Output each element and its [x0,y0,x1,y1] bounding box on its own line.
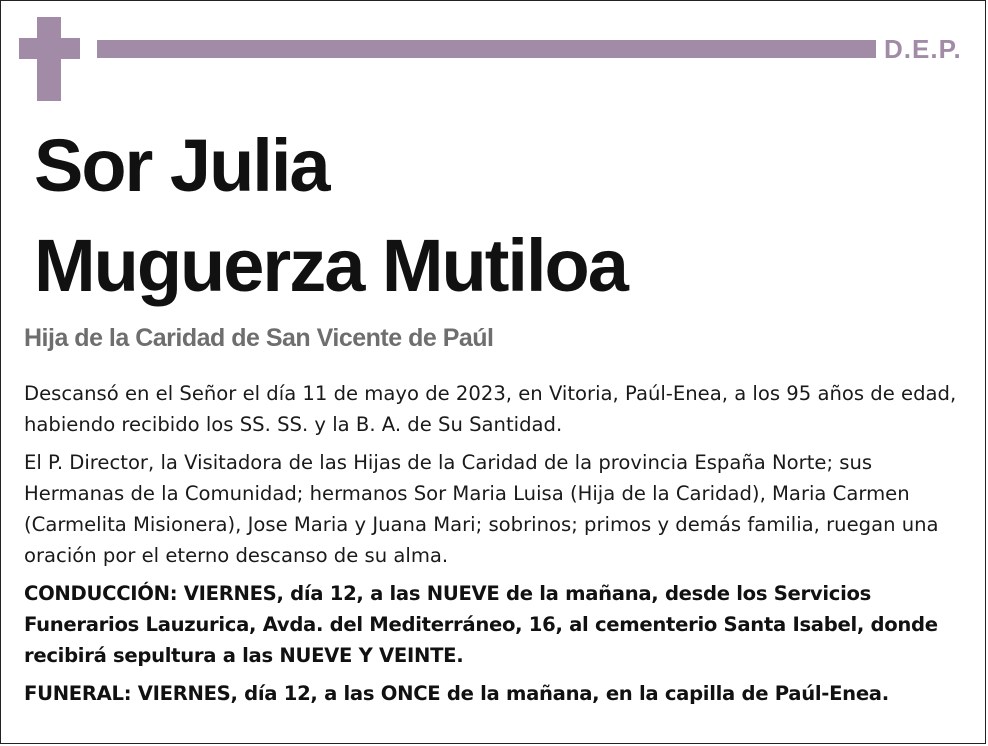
cross-vertical-bar [37,17,61,101]
name-line-1: Sor Julia [34,124,329,207]
family-notice-paragraph: El P. Director, la Visitadora de las Hijas de la Caridad de la provincia España Norte; sus Hermanas de la Comunidad; hermanos Sor Maria Luisa (Hija de la Caridad), Maria Carmen (Carmelita Misionera), Jose Maria y Juana Mari; sobrinos; primos y demás familia, ruegan una oración por el eterno descanso de su alma. [24,451,939,567]
death-notice-paragraph: Descansó en el Señor el día 11 de mayo de 2023, en Vitoria, Paúl-Enea, a los 95 años de edad, habiendo recibido los SS. SS. y la B. A. de Su Santidad. [24,382,957,436]
funeral-paragraph: FUNERAL: VIERNES, día 12, a las ONCE de la mañana, en la capilla de Paúl-Enea. [24,682,889,705]
cross-horizontal-bar [19,38,80,59]
header-divider-bar [97,40,876,58]
conduccion-paragraph: CONDUCCIÓN: VIERNES, día 12, a las NUEVE de la mañana, desde los Servicios Funerarios Lauzurica, Avda. del Mediterráneo, 16, al cementerio Santa Isabel, donde recibirá sepultura a las NUEVE Y VEINTE. [24,582,938,667]
deceased-name [34,116,627,316]
name-line-2: Muguerza Mutiloa [34,224,627,307]
dep-label: D.E.P. [884,34,962,64]
obituary-body [24,378,964,716]
subtitle: Hija de la Caridad de San Vicente de Paúl [24,324,494,352]
